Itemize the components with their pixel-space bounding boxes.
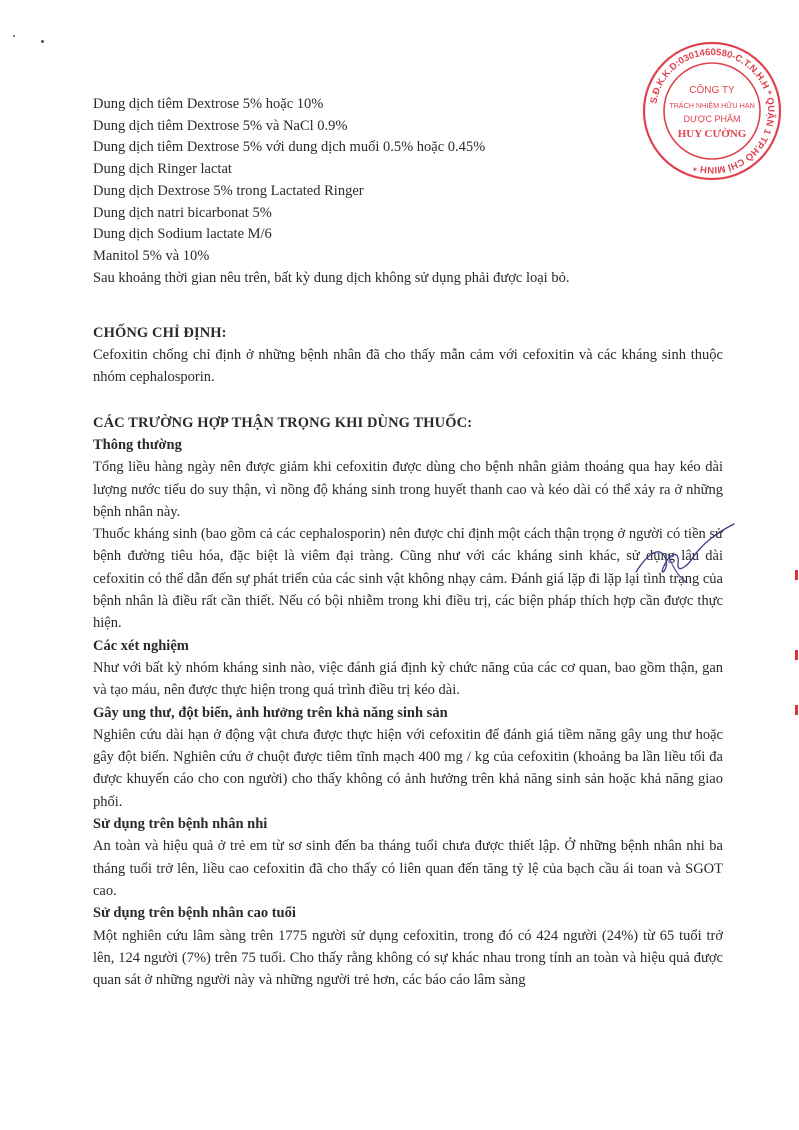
list-item: Dung dịch tiêm Dextrose 5% hoặc 10% (93, 96, 324, 112)
svg-text:S.Đ.K.K.D:0301460580-C.T.N.H.H (648, 47, 777, 175)
subheading: Sử dụng trên bệnh nhân cao tuổi (93, 905, 296, 922)
list-item: Manitol 5% và 10% (93, 247, 210, 264)
subheading: Các xét nghiệm (93, 637, 189, 654)
list-item: Dung dịch tiêm Dextrose 5% với dung dịch muối 0.5% hoặc 0.45% (93, 139, 486, 156)
list-item: Dung dịch Dextrose 5% trong Lactated Ringer (93, 182, 364, 199)
paragraph: Cefoxitin chống chỉ định ở những bệnh nhân đã cho thấy mẫn cảm với cefoxitin và các kháng sinh thuộc nhóm cephalosporin. (93, 347, 723, 386)
signature (628, 520, 738, 590)
subheading: Gây ung thư, đột biến, ảnh hưởng trên khả năng sinh sản (93, 704, 448, 721)
precautions-section (93, 412, 723, 991)
edge-mark (795, 570, 798, 580)
speck (13, 35, 15, 37)
edge-mark (795, 705, 798, 715)
list-item: Dung dịch Ringer lactat (93, 161, 232, 178)
stamp-text: HUY CƯỜNG (677, 128, 747, 140)
stamp-ring-text: S.Đ.K.K.D:0301460580-C.T.N.H.H * QUẬN 1 TP.HỒ CHÍ MINH * (648, 46, 777, 176)
subheading: Thông thường (93, 437, 182, 453)
contraindication-section (93, 322, 723, 389)
stamp-text: DƯỢC PHẨM (683, 114, 741, 124)
list-item: Dung dịch natri bicarbonat 5% (93, 204, 272, 221)
paragraph: Tổng liều hàng ngày nên được giảm khi cefoxitin được dùng cho bệnh nhân giảm thoáng qua hay kéo dài lượng nước tiểu do suy thận, vì nồng độ kháng sinh trong huyết thanh cao và kéo dài có thể xảy ra ở những bệnh nhân này. (93, 459, 723, 520)
edge-mark (795, 650, 798, 660)
subheading: Sử dụng trên bệnh nhân nhi (93, 816, 268, 833)
list-item-note: Sau khoảng thời gian nêu trên, bất kỳ dung dịch không sử dụng phải được loại bỏ. (93, 269, 570, 286)
paragraph: An toàn và hiệu quả ở trẻ em từ sơ sinh đến ba tháng tuổi chưa được thiết lập. Ở những bệnh nhân nhi ba tháng tuổi trở lên, liều cao cefoxitin đã cho thấy có liên quan đến tăng tỷ lệ của bạch cầu ái toan và SGOT cao. (93, 838, 723, 899)
list-item: Dung dịch Sodium lactate M/6 (93, 226, 272, 243)
paragraph: Như với bất kỳ nhóm kháng sinh nào, việc đánh giá định kỳ chức năng của các cơ quan, bao gồm thận, gan và tạo máu, nên được thực hiện trong quá trình điều trị kéo dài. (93, 659, 723, 699)
list-item: Dung dịch tiêm Dextrose 5% và NaCl 0.9% (93, 117, 348, 134)
paragraph: Thuốc kháng sinh (bao gồm cả các cephalosporin) nên được chỉ định một cách thận trọng ở người có tiền sử bệnh đường tiêu hóa, đặc biệt là viêm đại tràng. Cũng như với các kháng sinh khác, sử dụng lâu dài cefoxitin có thể dẫn đến sự phát triển của các sinh vật không nhạy cảm. Đánh giá lặp đi lặp lại tình trạng của bệnh nhân là điều rất cần thiết. Nếu có bội nhiễm trong khi điều trị, các biện pháp thích hợp cần được thực hiện. (93, 526, 723, 632)
speck (41, 40, 44, 43)
section-heading: CÁC TRƯỜNG HỢP THẬN TRỌNG KHI DÙNG THUỐC: (93, 415, 473, 431)
stamp-text: TRÁCH NHIỆM HỮU HẠN (669, 101, 755, 110)
paragraph: Một nghiên cứu lâm sàng trên 1775 người sử dụng cefoxitin, trong đó có 424 người (24%) từ 65 tuổi trở lên, 124 người (7%) trên 75 tuổi. Cho thấy rằng không có sự khác nhau trong tính an toàn và hiệu quả được quan sát ở những người này và những người trẻ hơn, các báo cáo lâm sàng (93, 927, 723, 989)
stamp-text: CÔNG TY (689, 85, 735, 96)
company-stamp (641, 40, 783, 182)
paragraph: Nghiên cứu dài hạn ở động vật chưa được thực hiện với cefoxitin để đánh giá tiềm năng gây ung thư hoặc gây đột biến. Nghiên cứu ở chuột được tiêm tĩnh mạch 400 mg / kg của cefoxitin (khoảng ba lần liều tối đa được khuyến cáo cho con người) cho thấy không có ảnh hưởng trên khả năng sinh sản hoặc khả năng giao phối. (93, 726, 723, 810)
solutions-list (93, 94, 733, 289)
section-heading: CHỐNG CHỈ ĐỊNH: (93, 325, 227, 341)
